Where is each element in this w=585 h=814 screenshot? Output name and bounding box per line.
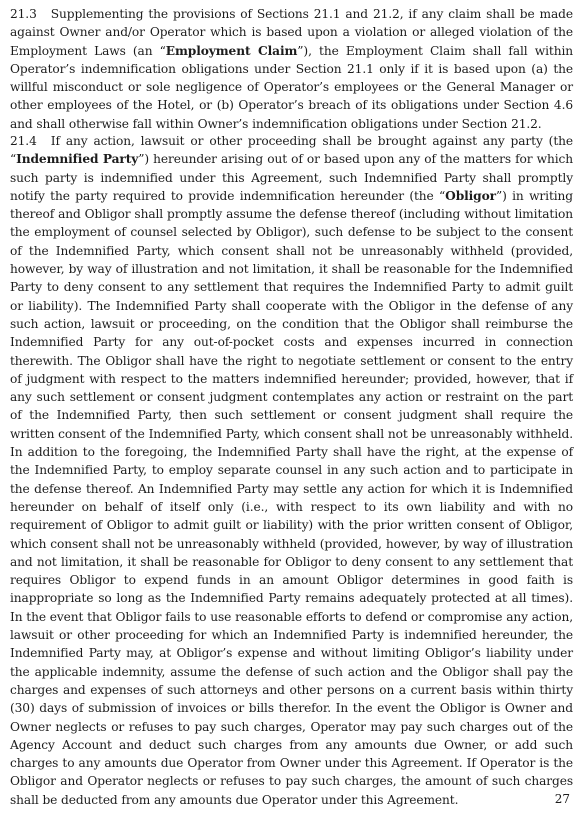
section-number: 21.4: [10, 134, 37, 148]
section-text: ”) hereunder arising out of or based upon any of the matters for which such party is indemnified under this Agreement, such Indemnified Party shall promptly notify the party required to provide indemnification hereunder (the “: [10, 152, 573, 203]
section-number: 21.3: [10, 7, 37, 21]
section-text: If any action, lawsuit or other proceeding shall be brought against any party (the “: [10, 134, 573, 167]
defined-term: Employment Claim: [165, 43, 298, 58]
defined-term: Obligor: [445, 188, 496, 203]
defined-term: Indemnified Party: [16, 152, 139, 167]
section-text: ”), the Employment Claim shall fall within Operator’s indemnification obligations under Section 21.1 only if it is based upon (a) the willful misconduct or sole negligence of Operator’s employees or the General Manager or other employees of the Hotel, or (b) Operator’s breach of its obligations under Section 4.6 and shall otherwise fall within Owner’s indemnification obligations under Section 21.2.: [10, 43, 574, 131]
page-number: 27: [554, 792, 570, 806]
section-text: ”) in writing thereof and Obligor shall promptly assume the defense thereof (including without limitation the employment of counsel selected by Obligor), such defense to be subject to the consent of the Indemnified Party, which consent shall not be unreasonably withheld (provided, however, by way of illustration and not limitation, it shall be reasonable for the Indemnified Party to deny consent to any settlement that requires the Indemnified Party to admit guilt or liability). The Indemnified Party shall cooperate with the Obligor in the defense of any such action, lawsuit or proceeding, on the condition that the Obligor shall reimburse the Indemnified Party for any out-of-pocket costs and expenses incurred in connection therewith. The Obligor shall have the right to negotiate settlement or consent to the entry of judgment with respect to the matters indemnified hereunder; provided, however, that if any such settlement or consent judgment contemplates any action or restraint on the part of the Indemnified Party, then such settlement or consent judgment shall require the written consent of the Indemnified Party, which consent shall not be unreasonably withheld. In addition to the foregoing, the Indemnified Party shall have the right, at the expense of the Indemnified Party, to employ separate counsel in any such action and to participate in the defense thereof. An Indemnified Party may settle any action for which it is Indemnified hereunder on behalf of itself only (i.e., with respect to its own liability and with no requirement of Obligor to admit guilt or liability) with the prior written consent of Obligor, which consent shall not be unreasonably withheld (provided, however, by way of illustration and not limitation, it shall be reasonable for Obligor to deny consent to any settlement that requires Obligor to expend funds in an amount Obligor determines in good faith is inappropriate so long as the Indemnified Party remains adequately protected at all times). In the event that Obligor fails to use reasonable efforts to defend or compromise any action, lawsuit or other proceeding for which an Indemnified Party is indemnified hereunder, the Indemnified Party may, at Obligor’s expense and without limiting Obligor’s liability under the applicable indemnity, assume the defense of such action and the Obligor shall pay the charges and expenses of such attorneys and other persons on a current basis within thirty (30) days of submission of invoices or bills therefor. In the event the Obligor is Owner and Owner neglects or refuses to pay such charges, Operator may pay such charges out of the Agency Account and deduct such charges from any amounts due Owner, or add such charges to any amounts due Operator from Owner under this Agreement. If Operator is the Obligor and Operator neglects or refuses to pay such charges, the amount of such charges shall be deducted from any amounts due Operator under this Agreement.: [10, 188, 573, 807]
section-21-3: [10, 5, 573, 133]
section-text: Supplementing the provisions of Sections 21.1 and 21.2, if any claim shall be made against Owner and/or Operator which is based upon a violation or alleged violation of the Employment Laws (an “: [10, 7, 573, 58]
section-21-4: [10, 132, 573, 809]
